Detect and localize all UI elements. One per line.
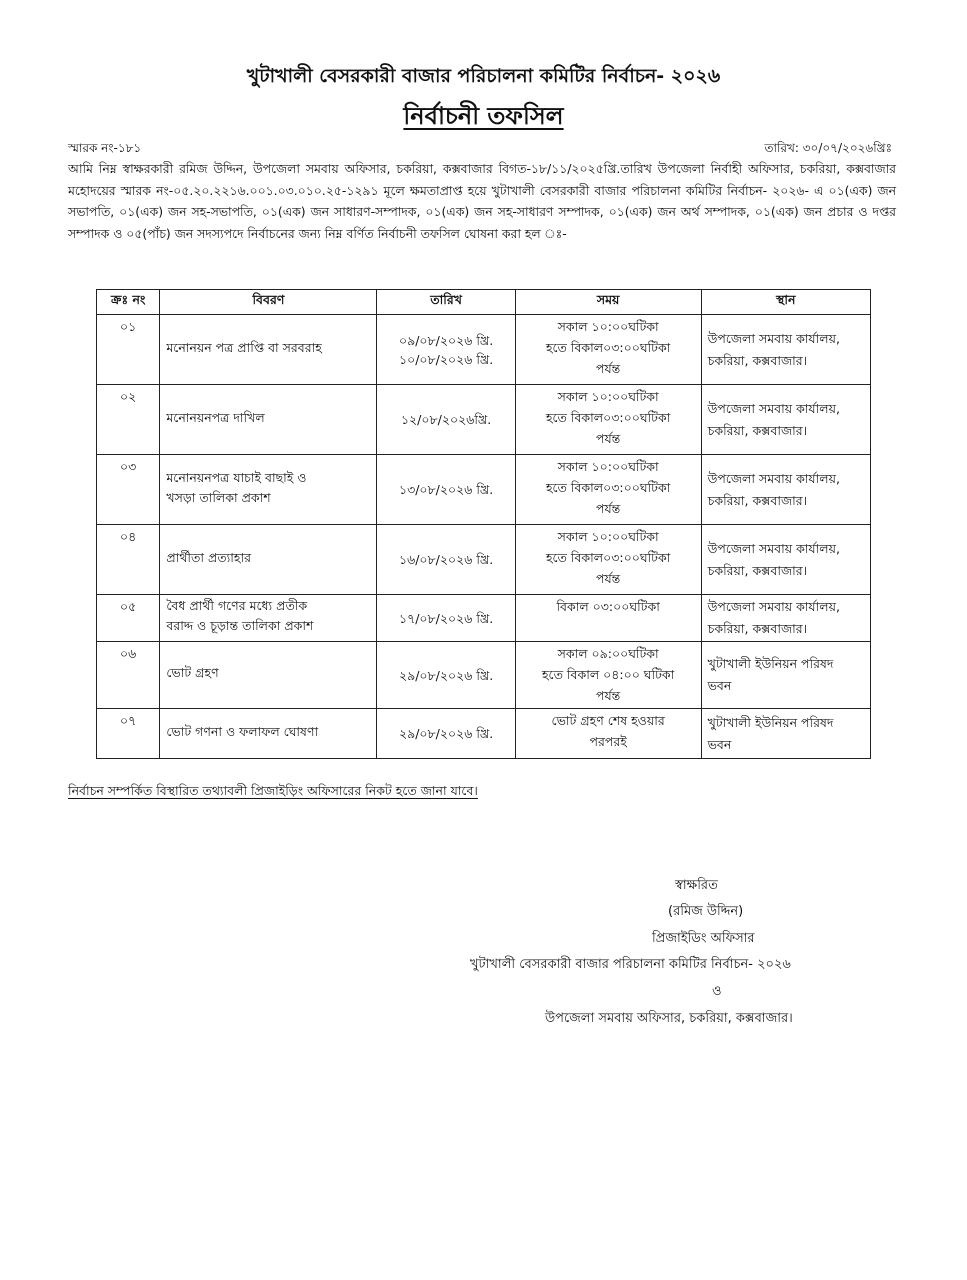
cell-time-line: পর্যন্ত: [595, 361, 621, 376]
cell-time-line: পরপরই: [589, 734, 627, 749]
cell-date: [377, 642, 515, 709]
cell-date-line: ১৬/০৮/২০২৬ খ্রি.: [398, 552, 494, 567]
cell-description-line: প্রার্থীতা প্রত্যাহার: [166, 549, 251, 565]
cell-place: [701, 595, 870, 642]
memo-date: তারিখ: ৩০/০৭/২০২৬খ্রিঃ: [764, 141, 892, 155]
cell-time-line: হতে বিকাল০৩:০০ঘটিকা: [545, 340, 671, 355]
cell-place-line: খুটাখালী ইউনিয়ন পরিষদ: [707, 714, 834, 730]
cell-place-line: উপজেলা সমবায় কার্যালয়,: [707, 330, 840, 346]
cell-time: [515, 595, 701, 642]
cell-place-line: খুটাখালী ইউনিয়ন পরিষদ: [707, 656, 834, 671]
cell-place-line: ভবন: [707, 678, 732, 693]
cell-date-line: ০৯/০৮/২০২৬ খ্রি.: [398, 332, 494, 348]
table-body: [97, 315, 871, 759]
cell-time-line: সকাল ০৯:০০ঘটিকা: [557, 646, 659, 661]
cell-serial: ০৩: [97, 455, 160, 525]
cell-serial: ০৪: [97, 525, 160, 595]
cell-description-line: ভোট গ্রহণ: [166, 665, 219, 680]
cell-description: [160, 385, 377, 455]
cell-place-line: চকরিয়া, কক্সবাজার।: [707, 621, 808, 636]
cell-time-line: সকাল ১০:০০ঘটিকা: [557, 389, 659, 404]
cell-place-line: চকরিয়া, কক্সবাজার।: [707, 352, 808, 368]
cell-date: [377, 595, 515, 642]
cell-serial: ০৫: [97, 595, 160, 642]
cell-date-line: ২৯/০৮/২০২৬ খ্রি.: [398, 667, 494, 683]
cell-place: [701, 642, 870, 709]
cell-place: [701, 525, 870, 595]
cell-place: [701, 455, 870, 525]
cell-description: [160, 595, 377, 642]
cell-description: [160, 455, 377, 525]
cell-description-line: খসড়া তালিকা প্রকাশ: [166, 489, 271, 505]
cell-date-line: ২৯/০৮/২০২৬ খ্রি.: [398, 726, 494, 741]
cell-time-line: সকাল ১০:০০ঘটিকা: [557, 459, 659, 474]
cell-description-line: মনোনয়নপত্র যাচাই বাছাই ও: [166, 469, 307, 485]
cell-place: [701, 385, 870, 455]
cell-time: [515, 525, 701, 595]
document-title: খুটাখালী বেসরকারী বাজার পরিচালনা কমিটির নির্বাচন- ২০২৬: [246, 65, 721, 87]
header-serial: ক্রঃ নং: [97, 290, 160, 315]
memo-number: স্মারক নং-১৮১: [68, 141, 142, 155]
header-place: স্থান: [701, 290, 870, 315]
cell-date-line: ১৭/০৮/২০২৬ খ্রি.: [398, 610, 494, 626]
cell-serial: ০৭: [97, 709, 160, 759]
cell-date: [377, 525, 515, 595]
cell-time-line: হতে বিকাল ০৪:০০ ঘটিকা: [541, 667, 675, 682]
cell-time: [515, 709, 701, 759]
cell-description: [160, 642, 377, 709]
cell-place-line: উপজেলা সমবায় কার্যালয়,: [707, 470, 840, 486]
cell-date: [377, 385, 515, 455]
cell-place-line: চকরিয়া, কক্সবাজার।: [707, 492, 808, 508]
cell-time-line: ভোট গ্রহণ শেষ হওয়ার: [551, 713, 665, 728]
table-row: [97, 595, 871, 642]
cell-place-line: উপজেলা সমবায় কার্যালয়,: [707, 400, 840, 416]
cell-description: [160, 315, 377, 385]
signer-role: প্রিজাইডিং অফিসার: [652, 931, 755, 946]
cell-time-line: সকাল ১০:০০ঘটিকা: [557, 529, 659, 544]
signer-committee: খুটাখালী বেসরকারী বাজার পরিচালনা কমিটির নির্বাচন- ২০২৬: [470, 957, 791, 972]
subtitle-text: নির্বাচনী তফসিল: [403, 102, 564, 130]
cell-description-line: ভোট গণনা ও ফলাফল ঘোষণা: [166, 723, 319, 739]
cell-date-line: ১২/০৮/২০২৬খ্রি.: [400, 412, 492, 427]
cell-time-line: পর্যন্ত: [595, 501, 621, 516]
table-row: [97, 642, 871, 709]
signer-and: ও: [712, 984, 722, 999]
signed-label: স্বাক্ষরিত: [675, 878, 718, 893]
cell-time-line: পর্যন্ত: [595, 571, 621, 586]
cell-time-line: হতে বিকাল০৩:০০ঘটিকা: [545, 410, 671, 425]
cell-date-line: ১০/০৮/২০২৬ খ্রি.: [398, 351, 494, 367]
header-date: তারিখ: [377, 290, 515, 315]
cell-time-line: হতে বিকাল০৩:০০ঘটিকা: [545, 480, 671, 495]
cell-time-line: হতে বিকাল০৩:০০ঘটিকা: [545, 550, 671, 565]
intro-paragraph: আমি নিম্ন স্বাক্ষরকারী রমিজ উদ্দিন, উপজেলা সমবায় অফিসার, চকরিয়া, কক্সবাজার বিগত-১৮/১১/২০২৫খ্রি.তারিখ উপজেলা নির্বাহী অফিসার, চকরিয়া, কক্সবাজার মহোদয়ের স্মারক নং-০৫.২০.২২১৬.০০১.০৩.০১০.২৫-১২৯১ মূলে ক্ষমতাপ্রাপ্ত হয়ে খুটাখালী বেসরকারী বাজার পরিচালনা কমিটির নির্বাচন- ২০২৬- এ ০১(এক) জন সভাপতি, ০১(এক) জন সহ-সভাপতি, ০১(এক) জন সাধারণ-সম্পাদক, ০১(এক) জন সহ-সাধারণ সম্পাদক, ০১(এক) জন অর্থ সম্পাদক, ০১(এক) জন প্রচার ও দপ্তর সম্পাদক ও ০৫(পাঁচ) জন সদস্যপদে নির্বাচনের জন্য নিম্ন বর্ণিত নির্বাচনী তফসিল ঘোষনা করা হল ঃ-: [68, 161, 897, 241]
cell-description: [160, 525, 377, 595]
cell-time-line: বিকাল ০৩:০০ঘটিকা: [556, 599, 660, 614]
cell-description-line: মনোনয়নপত্র দাখিল: [166, 409, 265, 425]
signer-office: উপজেলা সমবায় অফিসার, চকরিয়া, কক্সবাজার।: [545, 1011, 793, 1026]
cell-time: [515, 315, 701, 385]
cell-serial: ০২: [97, 385, 160, 455]
header-description: বিবরণ: [160, 290, 377, 315]
cell-description-line: বৈধ প্রার্থী গণের মধ্যে প্রতীক: [166, 598, 308, 613]
table-row: [97, 315, 871, 385]
table-header-row: [97, 290, 871, 315]
cell-place: [701, 709, 870, 759]
cell-date: [377, 315, 515, 385]
cell-place-line: উপজেলা সমবায় কার্যালয়,: [707, 540, 840, 556]
cell-place-line: উপজেলা সমবায় কার্যালয়,: [707, 599, 840, 614]
table-row: [97, 709, 871, 759]
cell-place-line: চকরিয়া, কক্সবাজার।: [707, 562, 808, 578]
cell-time-line: পর্যন্ত: [595, 688, 621, 703]
cell-description: [160, 709, 377, 759]
cell-date: [377, 709, 515, 759]
table-row: [97, 455, 871, 525]
cell-place-line: চকরিয়া, কক্সবাজার।: [707, 422, 808, 438]
signer-name: (রমিজ উদ্দিন): [668, 904, 744, 919]
cell-serial: ০১: [97, 315, 160, 385]
cell-date: [377, 455, 515, 525]
cell-serial: ০৬: [97, 642, 160, 709]
cell-time: [515, 385, 701, 455]
document-subtitle: [0, 98, 967, 138]
cell-time: [515, 642, 701, 709]
header-time: সময়: [515, 290, 701, 315]
table-row: [97, 525, 871, 595]
footnote: নির্বাচন সম্পর্কিত বিস্থারিত তথ্যাবলী প্রিজাইড়িং অফিসারের নিকট হতে জানা যাবে।: [68, 783, 478, 798]
cell-place: [701, 315, 870, 385]
cell-time-line: পর্যন্ত: [595, 431, 621, 446]
cell-time-line: সকাল ১০:০০ঘটিকা: [557, 319, 659, 334]
cell-description-line: বরাদ্দ ও চূড়ান্ত তালিকা প্রকাশ: [166, 618, 314, 633]
cell-description-line: মনোনয়ন পত্র প্রাপ্তি বা সরবরাহ: [166, 339, 322, 355]
table-row: [97, 385, 871, 455]
cell-time: [515, 455, 701, 525]
cell-place-line: ভবন: [707, 736, 732, 752]
cell-date-line: ১৩/০৮/২০২৬ খ্রি.: [398, 482, 494, 497]
schedule-table: [96, 289, 871, 759]
